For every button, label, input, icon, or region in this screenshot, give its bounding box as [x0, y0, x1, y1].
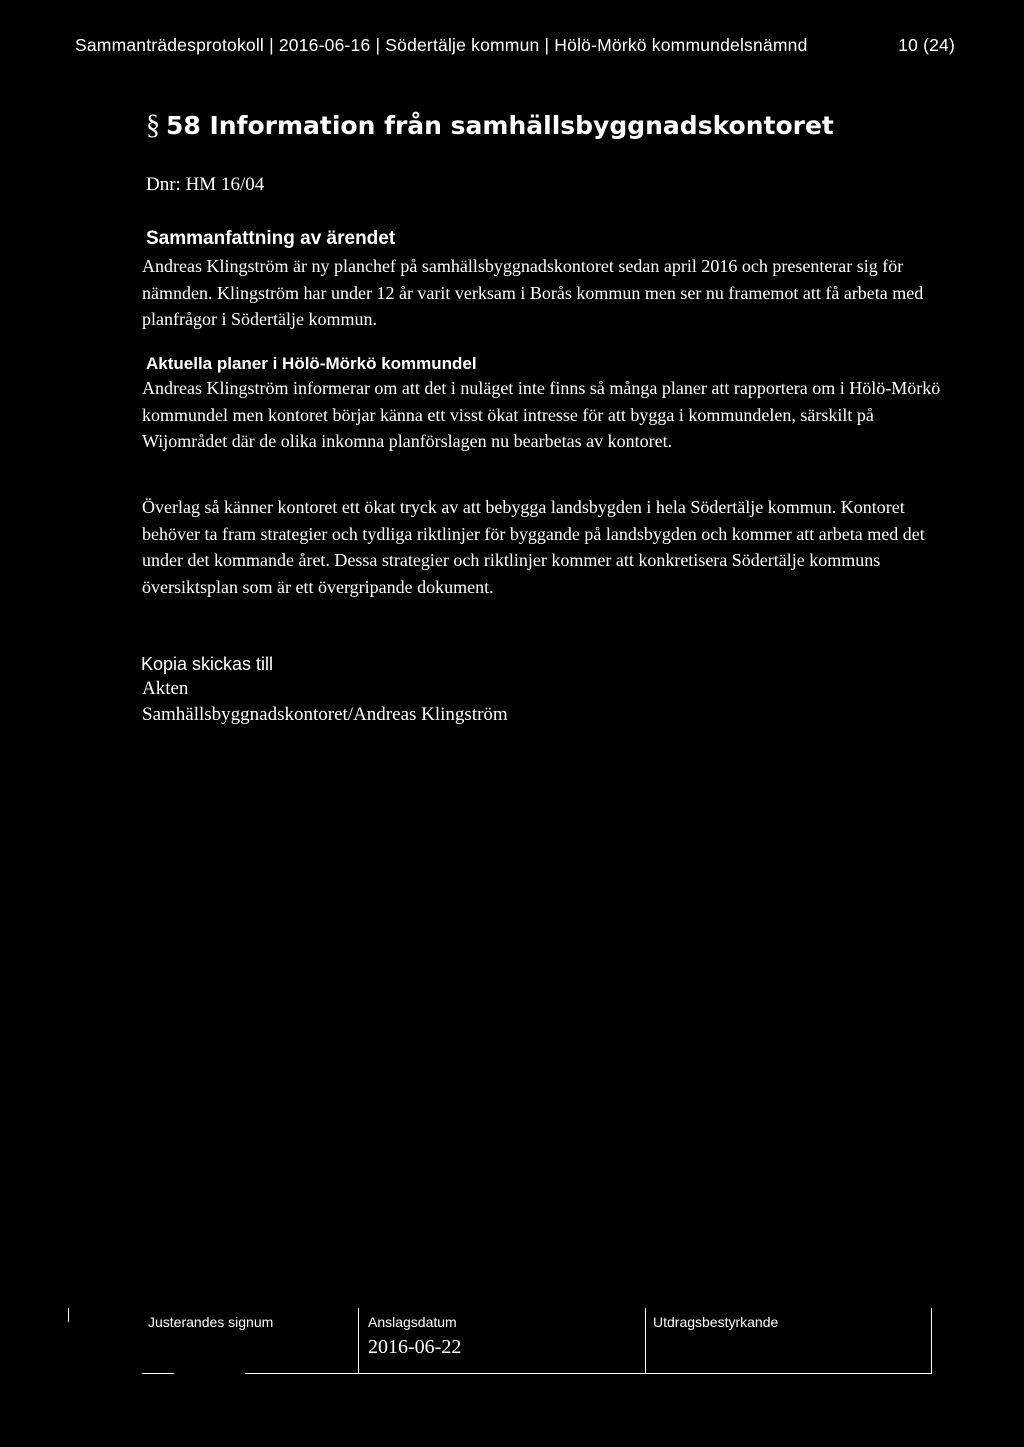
copy-recipient: Samhällsbyggnadskontoret/Andreas Klingström [142, 704, 508, 725]
plans-text: Andreas Klingström informerar om att det i nuläget inte finns så många planer att rapportera om i Hölö-Mörkö kommundel men kontoret börjar känna ett visst ökat intresse för att bygga i kommundelen, särskilt på Wijområdet där de olika inkomna planförslagen nu bearbetas av kontoret. [142, 378, 941, 451]
page-header [75, 35, 955, 56]
summary-text: Andreas Klingström är ny planchef på samhällsbyggnadskontoret sedan april 2016 och presenterar sig för nämnden. Klingström har under 12 år varit verksam i Borås kommun men ser nu framemot att få arbeta med planfrågor i Södertälje kommun. [142, 256, 924, 329]
footer-rule [245, 1373, 932, 1374]
section-title [146, 110, 834, 142]
footer-divider [68, 1308, 69, 1322]
extract-certification-label: Utdragsbestyrkande [653, 1314, 779, 1330]
posting-date-label: Anslagsdatum [368, 1314, 457, 1330]
page-number: 10 (24) [898, 35, 955, 55]
signature-footer [0, 1300, 1024, 1390]
footer-rule [142, 1373, 174, 1374]
posting-date: 2016-06-22 [368, 1336, 462, 1358]
case-number: Dnr: HM 16/04 [146, 174, 265, 195]
footer-divider [931, 1308, 932, 1374]
footer-divider [645, 1308, 646, 1374]
plans-heading: Aktuella planer i Hölö-Mörkö kommundel [146, 354, 477, 373]
summary-heading: Sammanfattning av ärendet [146, 228, 396, 249]
paragraph-symbol: § [146, 110, 160, 141]
signature-label: Justerandes signum [148, 1314, 274, 1330]
overview-text: Överlag så känner kontoret ett ökat tryck av att bebygga landsbygden i hela Södertälje kommun. Kontoret behöver ta fram strategier och tydliga riktlinjer för byggande på landsbygden och kommer att arbeta med det under det kommande året. Dessa strategier och riktlinjer kommer att konkretisera Södertälje kommuns översiktsplan som är ett övergripande dokument. [142, 497, 925, 597]
header-meta: Sammanträdesprotokoll | 2016-06-16 | Södertälje kommun | Hölö-Mörkö kommundelsnämnd [75, 35, 808, 55]
section-title-text: 58 Information från samhällsbyggnadskontoret [166, 111, 834, 140]
copy-to-heading: Kopia skickas till [141, 654, 274, 674]
footer-divider [358, 1308, 359, 1374]
copy-recipient: Akten [142, 678, 189, 699]
